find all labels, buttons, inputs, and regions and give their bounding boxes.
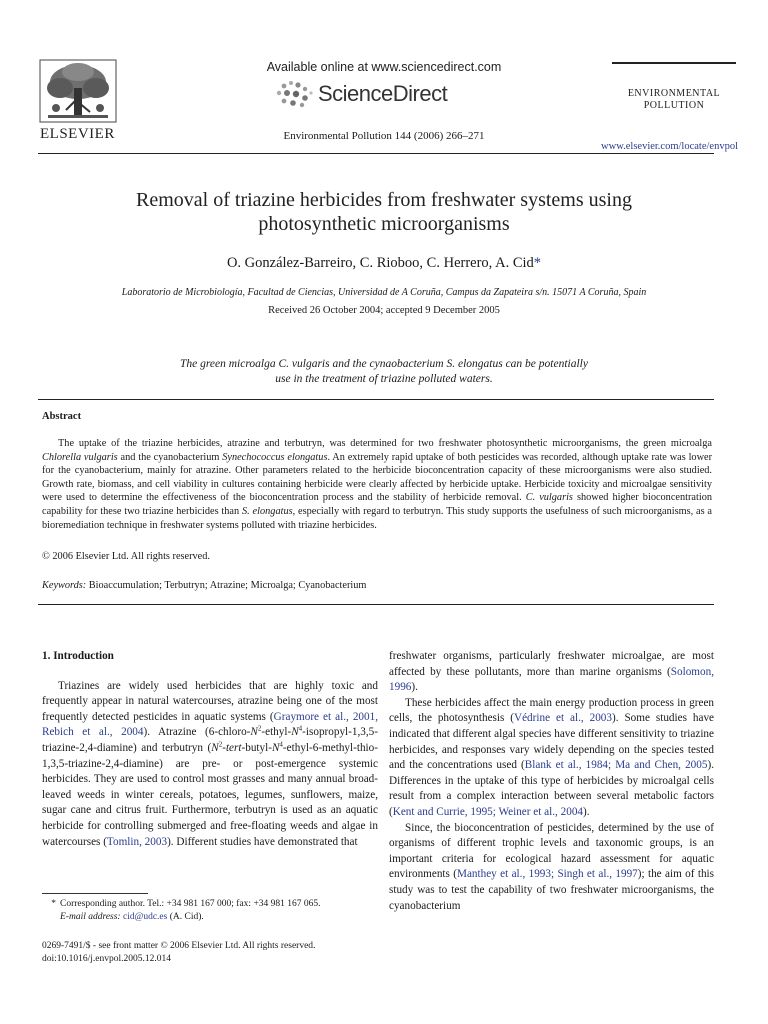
publisher-name: ELSEVIER — [40, 126, 115, 142]
abstract-text: and the cyanobacterium — [117, 451, 223, 463]
body-text: - — [222, 741, 226, 754]
body-text: ). — [583, 805, 590, 818]
received-dates: Received 26 October 2004; accepted 9 December 2005 — [268, 305, 500, 316]
intro-paragraph-3 — [389, 821, 714, 915]
front-matter-info — [42, 940, 315, 966]
copyright-notice: © 2006 Elsevier Ltd. All rights reserved. — [42, 551, 210, 562]
body-text: ); the aim of this study was to test the capability of two freshwater microorganisms, the cyanobacterium — [389, 868, 714, 912]
email-link[interactable]: cid@udc.es — [122, 912, 168, 922]
intro-paragraph-1 — [42, 679, 378, 851]
body-text: -ethyl-6-methyl-thio-1,3,5-triazine-2,4-diamine) are pre- or post-emergence systemic herbicides. They are used to control most grasses and many annual broad-leaved weeds in winter cereals, potatoes, legumes, sunflowers, maize, sugar cane and citrus fruit. Furthermore, terbutryn is used as an aquatic herbicide for controlling submerged and free-floating weeds and algae in watercourses ( — [42, 741, 378, 848]
body-text: ). Different studies have demonstrated that — [167, 835, 358, 848]
citation-link[interactable]: Blank et al., 1984; Ma and Chen, 2005 — [524, 759, 708, 772]
species-name: Synechococcus elongatus — [222, 451, 328, 463]
body-text: -isopropyl-1,3,5-triazine-2,4-diamine) and terbutryn ( — [42, 726, 378, 754]
section-heading-introduction: 1. Introduction — [42, 650, 114, 662]
abstract-text: , especially with regard to terbutryn. This study supports the usefulness of such microorganisms, as a bioremediation technique in freshwater systems polluted with triazine herbicides. — [42, 505, 712, 531]
superscript: 4 — [298, 724, 303, 733]
highlight-line1: The green microalga C. vulgaris and the cynaobacterium S. elongatus can be potentially — [180, 358, 588, 370]
abstract-body — [42, 437, 712, 532]
species-name: C. vulgaris — [525, 492, 573, 504]
keywords — [42, 580, 366, 591]
keywords-divider — [38, 604, 714, 605]
body-text: These herbicides affect the main energy production process in green cells, the photosynthesis ( — [389, 696, 714, 725]
chem-n: N — [291, 726, 299, 739]
journal-url-link[interactable]: www.elsevier.com/locate/envpol — [601, 141, 738, 152]
citation-link[interactable]: Tomlin, 2003 — [106, 835, 168, 848]
issn-line: 0269-7491/$ - see front matter © 2006 Elsevier Ltd. All rights reserved. — [42, 941, 316, 951]
sciencedirect-dots-icon — [272, 78, 316, 110]
author-list — [0, 255, 768, 272]
available-online-text[interactable]: Available online at www.sciencedirect.com — [266, 60, 502, 74]
footnote-divider — [42, 893, 148, 894]
header-divider — [38, 153, 714, 154]
journal-name-line1: ENVIRONMENTAL — [627, 88, 721, 99]
body-text: -ethyl- — [261, 726, 292, 739]
footnote-star: * — [51, 899, 56, 909]
doi-line[interactable]: doi:10.1016/j.envpol.2005.12.014 — [42, 954, 172, 964]
intro-paragraph-2 — [389, 696, 714, 821]
footnote — [42, 898, 378, 924]
affiliation: Laboratorio de Microbiología, Facultad de Ciencias, Universidad de A Coruña, Campus da Zapateira s/n. 15071 A Coruña, Spain — [121, 287, 647, 298]
abstract-heading: Abstract — [42, 411, 82, 422]
article-highlight — [110, 357, 658, 387]
body-text: Since, the bioconcentration of pesticides, determined by the use of organisms of different trophic levels and taxonomic groups, is an important criteria for ecological hazard assessment for aquatic environments ( — [389, 821, 714, 881]
body-text: freshwater organisms, particularly freshwater microalgae, are most affected by these pollutants, more than marine organisms ( — [389, 650, 714, 678]
superscript: 4 — [279, 740, 283, 749]
journal-name-box — [612, 62, 736, 112]
body-text: Triazines are widely used herbicides that are highly toxic and frequently appear in natural watercourses, atrazine being one of the most frequently detected pesticides in aquatic systems ( — [42, 679, 378, 723]
body-text: ). — [411, 681, 418, 694]
abstract-text: The uptake of the triazine herbicides, atrazine and terbutryn, was determined for two freshwater photosynthetic microorganisms, the green microalga — [58, 438, 712, 449]
abstract-top-divider — [38, 399, 714, 400]
intro-paragraph-1-continued — [389, 649, 714, 696]
abstract-text: . An extremely rapid uptake of both pesticides was recorded, although uptake rate was lower for the cyanobacterium, mainly for atrazine. Other parameters related to the herbicide bioconcentration capacity of these microorganisms were also studied. Growth rate, biomass, and cell viability in cultures containing herbicide were clearly affected by herbicide uptake. Herbicide toxicity and microalgae sensitivity were used to determine the effectiveness of the bioconcentration process and the stability of herbicide removal. — [42, 451, 713, 504]
highlight-line2: use in the treatment of triazine polluted waters. — [275, 373, 493, 385]
body-text: ). Differences in the uptake of this type of herbicides by microalgal cells result from a complex interaction between several metabolic factors ( — [389, 759, 714, 818]
email-suffix: (A. Cid). — [167, 912, 204, 922]
species-name: Chlorella vulgaris — [42, 451, 118, 463]
citation-link[interactable]: Védrine et al., 2003 — [514, 712, 612, 725]
body-text: -butyl- — [241, 741, 272, 754]
citation-link[interactable]: Kent and Currie, 1995; Weiner et al., 2004 — [392, 805, 584, 818]
citation-link[interactable]: Solomon, 1996 — [389, 665, 714, 694]
email-line — [42, 911, 378, 924]
chem-n: N — [211, 741, 219, 754]
superscript: 2 — [257, 724, 262, 733]
sciencedirect-logo[interactable] — [272, 78, 462, 110]
corresponding-author-note — [42, 898, 378, 911]
journal-name-rule — [612, 62, 736, 64]
abstract-text: showed higher bioconcentration capability for these two triazine herbicides than — [42, 492, 712, 517]
email-label: E-mail address: — [60, 912, 121, 922]
journal-citation: Environmental Pollution 144 (2006) 266–271 — [283, 130, 485, 142]
citation-link[interactable]: Graymore et al., 2001, Rebich et al., 2004 — [42, 710, 379, 739]
journal-name — [612, 88, 736, 112]
corresponding-author-mark[interactable]: * — [533, 255, 542, 271]
body-text: ). Atrazine (6-chloro- — [143, 726, 251, 739]
chem-tert: tert — [225, 741, 242, 754]
citation-link[interactable]: Manthey et al., 1993; Singh et al., 1997 — [457, 868, 638, 881]
right-column — [389, 649, 714, 914]
article-title-line1: Removal of triazine herbicides from freshwater systems using — [136, 189, 632, 211]
article-title-line2: photosynthetic microorganisms — [258, 213, 510, 235]
sciencedirect-wordmark: ScienceDirect — [318, 81, 448, 106]
keywords-list: Bioaccumulation; Terbutryn; Atrazine; Microalga; Cyanobacterium — [86, 580, 367, 591]
chem-n: N — [271, 741, 280, 754]
body-text: ). Some studies have indicated that different algal species have different sensitivity to triazine herbicides, and responses vary widely depending on the species tested and the concentrations used ( — [389, 712, 714, 772]
left-column — [42, 649, 378, 850]
chem-n: N — [250, 726, 258, 739]
keywords-label: Keywords: — [42, 580, 87, 591]
authors-text: O. González-Barreiro, C. Rioboo, C. Herrero, A. Cid — [226, 255, 534, 271]
journal-name-line2: POLLUTION — [643, 100, 705, 111]
species-name: S. elongatus — [242, 505, 293, 517]
footnote-text: Corresponding author. Tel.: +34 981 167 000; fax: +34 981 167 065. — [60, 899, 321, 909]
article-title — [60, 188, 708, 236]
superscript: 2 — [218, 740, 223, 749]
abstract-paragraph — [42, 437, 712, 532]
